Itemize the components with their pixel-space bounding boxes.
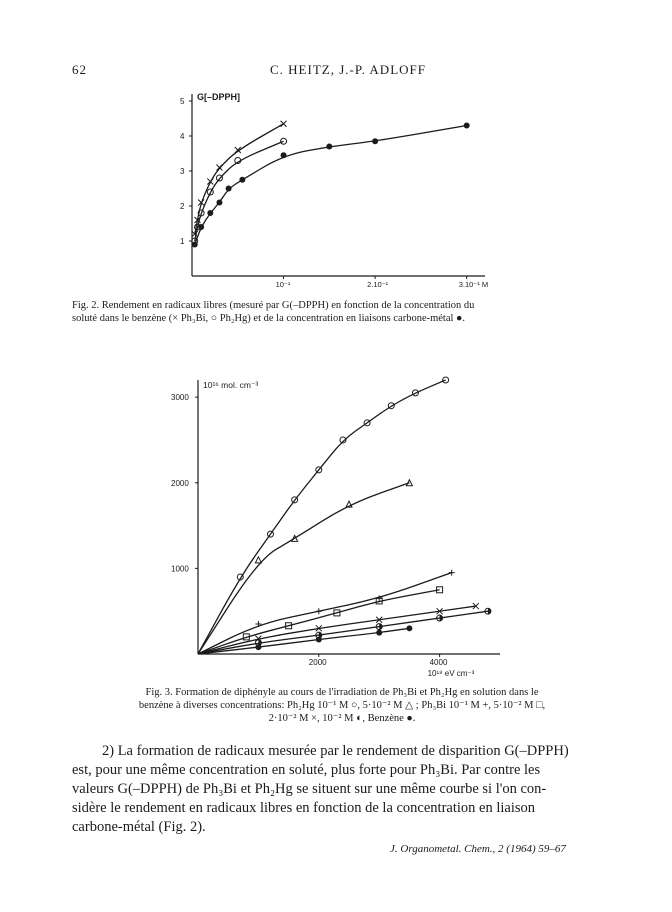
data-point-dot (255, 644, 261, 650)
y-axis-label: G[–DPPH] (197, 92, 241, 102)
data-point-cross (281, 121, 287, 127)
data-point-dot (239, 177, 245, 183)
figure-2-caption-line: Fig. 2. Rendement en radicaux libres (mesuré par G(–DPPH) en fonction de la concentration du (72, 300, 475, 311)
y-axis-label: 10¹⁶ mol. cm⁻³ (203, 380, 259, 390)
data-point-dot (216, 200, 222, 206)
figure-2-caption-line: soluté dans le benzène (× Ph₃Bi, ○ Ph₂Hg) et de la concentration en liaisons carbone-métal ●. (72, 313, 466, 324)
data-point-plus (255, 621, 261, 627)
series-line (198, 483, 409, 654)
figure-2-caption (72, 299, 612, 325)
figure-3-caption-line: Fig. 3. Formation de diphényle au cours de l'irradiation de Ph₃Bi et Ph₂Hg en solution dans le (145, 687, 539, 698)
paragraph-line: valeurs G(–DPPH) de Ph₃Bi et Ph₂Hg se situent sur une même courbe si l'on con- (72, 781, 547, 797)
data-point-dot (316, 636, 322, 642)
data-point-circle (443, 377, 449, 383)
figure-3-caption-line: 2·10⁻² M ×, 10⁻² M ◐, Benzène ●. (268, 713, 416, 724)
figure-3-caption (72, 686, 612, 725)
x-tick-label: 2000 (308, 658, 327, 667)
paragraph-line: sidère le rendement en radicaux libres en fonction de la concentration en liaison (72, 800, 536, 816)
paragraph-line: est, pour une même concentration en soluté, plus forte pour Ph₃Bi. Par contre les (72, 762, 541, 778)
figure-3-caption-line: benzène à diverses concentrations: Ph₂Hg 10⁻¹ M ○, 5·10⁻² M △ ; Ph₃Bi 10⁻¹ M +, 5·10⁻² M □, (138, 700, 546, 711)
paragraph-line: carbone-métal (Fig. 2). (72, 819, 206, 835)
data-point-triangle (255, 557, 261, 563)
paragraph-line: 2) La formation de radicaux mesurée par le rendement de disparition G(–DPPH) (102, 743, 569, 759)
y-tick-label: 2000 (171, 478, 189, 488)
y-tick-label: 1 (180, 237, 185, 246)
series-line (198, 380, 446, 654)
figure-3-chart (150, 372, 510, 680)
y-tick-label: 5 (180, 97, 185, 106)
body-paragraph (72, 742, 602, 837)
y-tick-label: 2 (180, 202, 185, 211)
data-point-plus (449, 570, 455, 576)
data-point-dot (376, 630, 382, 636)
data-point-cross (216, 165, 222, 171)
data-point-plus (316, 608, 322, 614)
data-point-dot (406, 625, 412, 631)
journal-citation: J. Organometal. Chem., 2 (1964) 59–67 (390, 843, 566, 855)
figure-2-chart (150, 86, 510, 294)
data-point-dot (207, 210, 213, 216)
y-tick-label: 3 (180, 167, 185, 176)
x-tick-label: 10⁻¹ (275, 280, 291, 289)
x-tick-label: 2.10⁻¹ (367, 280, 389, 289)
x-tick-label: 3.10⁻¹ M (458, 280, 489, 289)
x-axis-label: 10¹⁸ eV cm⁻³ (427, 669, 475, 678)
y-tick-label: 4 (180, 132, 185, 141)
data-point-dot (192, 242, 198, 248)
data-point-dot (281, 152, 287, 158)
data-point-dot (464, 123, 470, 129)
data-point-dot (198, 224, 204, 230)
data-point-dot (226, 186, 232, 192)
y-tick-label: 3000 (171, 393, 189, 403)
data-point-dot (326, 144, 332, 150)
series-line (195, 141, 284, 241)
running-title: C. HEITZ, J.-P. ADLOFF (270, 62, 426, 77)
series-line (195, 126, 467, 245)
page-number: 62 (72, 62, 87, 77)
data-point-dot (372, 138, 378, 144)
x-tick-label: 4000 (429, 658, 448, 667)
y-tick-label: 1000 (171, 564, 189, 574)
